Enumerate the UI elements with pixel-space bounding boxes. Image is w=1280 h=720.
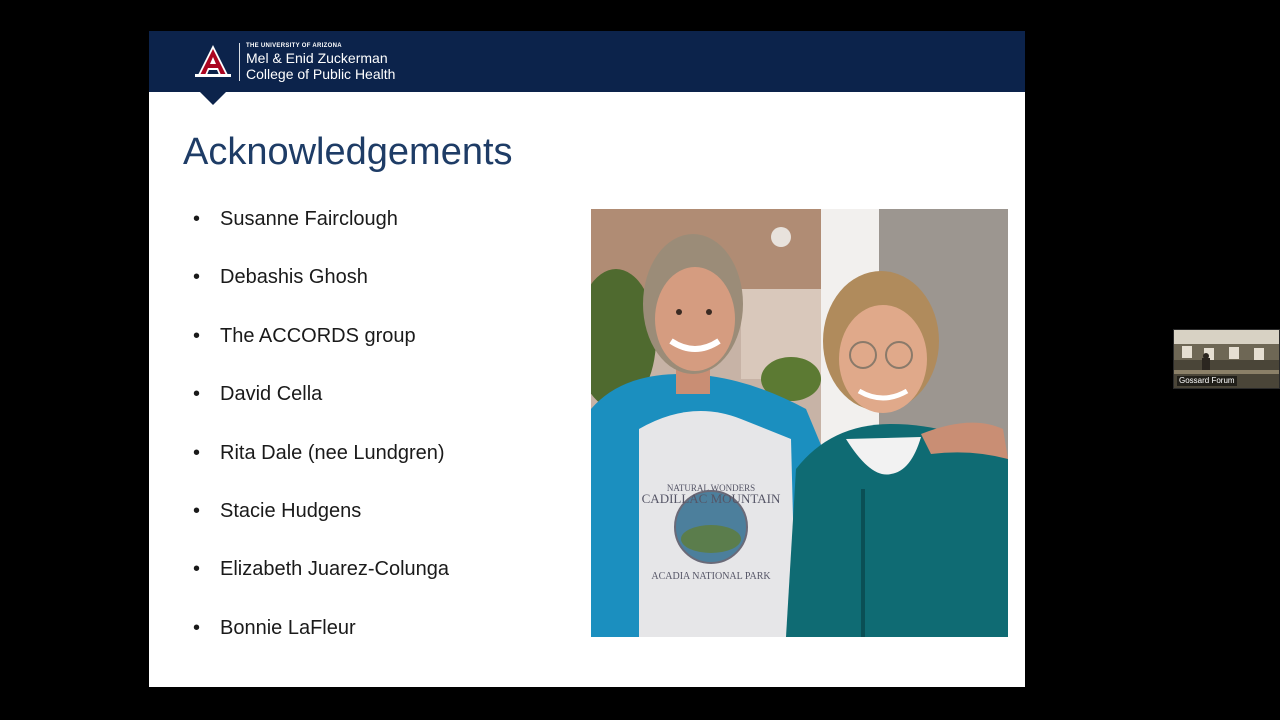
- acknowledgement-list: [193, 207, 449, 674]
- list-item-label: Stacie Hudgens: [220, 499, 362, 522]
- list-item-label: Susanne Fairclough: [220, 208, 398, 230]
- shirt-text-main: CADILLAC MOUNTAIN: [641, 491, 781, 506]
- participant-name-label: Gossard Forum: [1179, 376, 1235, 385]
- header-notch: [200, 92, 226, 105]
- list-item: [193, 382, 449, 440]
- list-item: [193, 207, 449, 265]
- bullet-dot-icon: •: [193, 266, 201, 289]
- list-item: [193, 441, 449, 499]
- list-item: [193, 265, 449, 323]
- list-item: [193, 616, 449, 674]
- bullet-dot-icon: •: [193, 499, 201, 522]
- university-name: THE UNIVERSITY OF ARIZONA: [246, 43, 342, 49]
- college-name-line1: Mel & Enid Zuckerman: [246, 50, 388, 66]
- bullet-dot-icon: •: [193, 324, 201, 347]
- list-item-label: The ACCORDS group: [220, 324, 416, 347]
- list-item: [193, 557, 449, 615]
- list-item: [193, 499, 449, 557]
- slide-title: Acknowledgements: [183, 131, 513, 173]
- bullet-dot-icon: •: [193, 616, 201, 639]
- list-item-label: Debashis Ghosh: [220, 266, 368, 289]
- two-women-photo-icon: [591, 209, 1008, 637]
- bullet-dot-icon: •: [193, 208, 201, 230]
- bullet-dot-icon: •: [193, 383, 201, 406]
- list-item: [193, 324, 449, 382]
- slide-header-banner: [149, 31, 1025, 92]
- bullet-dot-icon: •: [193, 441, 201, 464]
- list-item-label: Rita Dale (nee Lundgren): [220, 441, 445, 464]
- university-of-arizona-logo-icon: [193, 43, 233, 79]
- list-item-label: David Cella: [220, 383, 323, 406]
- bullet-dot-icon: •: [193, 558, 201, 581]
- acknowledgement-photo: [591, 209, 1008, 637]
- list-item-label: Elizabeth Juarez-Colunga: [220, 558, 450, 581]
- presentation-slide: [149, 31, 1025, 687]
- shirt-text-bottom: ACADIA NATIONAL PARK: [651, 571, 771, 582]
- shirt-text-top: NATURAL WONDERS: [666, 483, 756, 493]
- logo-divider: [239, 43, 240, 81]
- list-item-label: Bonnie LaFleur: [220, 616, 356, 639]
- college-name-line2: College of Public Health: [246, 66, 396, 82]
- college-wordmark: [246, 43, 395, 82]
- participant-video-thumbnail[interactable]: [1173, 329, 1280, 389]
